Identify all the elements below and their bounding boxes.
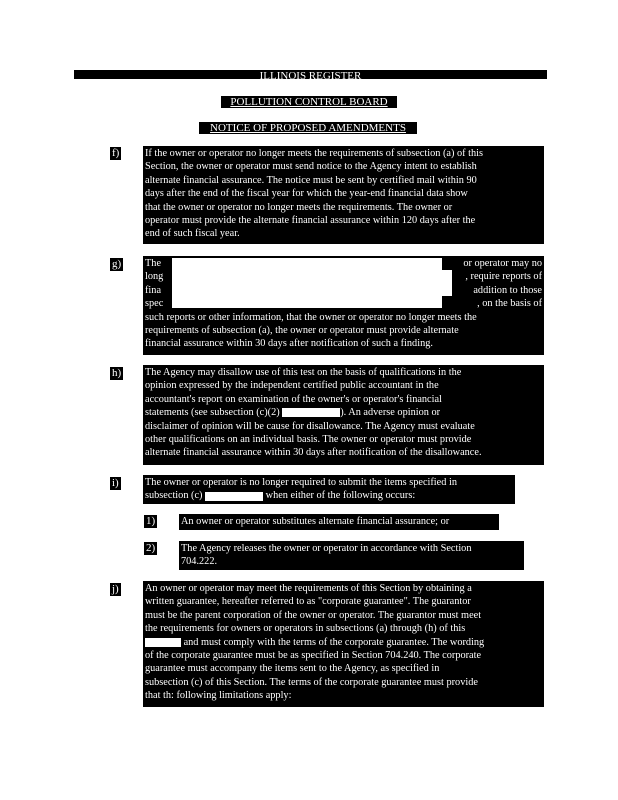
section-label-f: f) (112, 147, 120, 159)
item-i2-line-1: The Agency releases the owner or operator in accordance with Section (181, 543, 472, 554)
section-h-line-7: alternate financial assurance within 30 days after notification of the disallowance. (145, 447, 482, 459)
section-label-j: j) (112, 583, 119, 595)
item-i1-paragraph (179, 514, 499, 530)
section-g-line-7: financial assurance within 30 days after notification of such a finding. (145, 338, 433, 350)
section-h-line-3: accountant's report on examination of the owner's or operator's financial (145, 393, 442, 405)
section-f-line-7: end of such fiscal year. (145, 228, 240, 240)
section-label-h: h) (112, 367, 122, 379)
section-i-paragraph (143, 475, 515, 504)
section-h-line-1: The Agency may disallow use of this test on the basis of qualifications in the (145, 367, 462, 378)
section-h-line-6: other qualifications on an individual basis. The owner or operator must provide (145, 434, 472, 446)
section-g-line-5: such reports or other information, that the owner or operator no longer meets the (145, 311, 477, 323)
section-f-line-4: days after the end of the fiscal year for which the year-end financial data show (145, 188, 468, 200)
section-j-line-2: written guarantee, hereafter referred to as "corporate guarantee". The guarantor (145, 596, 471, 608)
item-i1-line-1: An owner or operator substitutes alternate financial assurance; or (181, 516, 450, 527)
redaction-patch-g (172, 258, 442, 308)
section-j-paragraph (143, 581, 544, 707)
section-j-line-8: subsection (c) of this Section. The terms of the corporate guarantee must provide (145, 676, 478, 688)
section-j-line-5: and must comply with the terms of the corporate guarantee. The wording (145, 636, 542, 649)
item-label-i2: 2) (146, 542, 156, 554)
section-j-line-9: that th: following limitations apply: (145, 690, 292, 702)
section-f-line-1: If the owner or operator no longer meets the requirements of subsection (a) of this (145, 148, 483, 159)
section-j-line-7: guarantee must accompany the items sent to the Agency, as specified in (145, 663, 440, 675)
section-f-line-5: that the owner or operator no longer meets the requirements. The owner or (145, 201, 453, 213)
section-g-line-3: fina addition to those (145, 284, 542, 296)
section-h-line-4: statements (see subsection (c)(2) ). An adverse opinion or (145, 407, 441, 419)
item-i2-line-2: 704.222. (181, 556, 218, 568)
item-i2-paragraph (179, 541, 524, 570)
section-j-line-1: An owner or operator may meet the requirements of this Section by obtaining a (145, 583, 472, 594)
register-title: ILLINOIS REGISTER (259, 70, 362, 82)
section-i-line-2: subsection (c) when either of the following occurs: (145, 490, 416, 502)
section-h-paragraph (143, 365, 544, 465)
item-label-i1: 1) (146, 515, 156, 527)
board-title: POLLUTION CONTROL BOARD (221, 96, 397, 108)
section-f-line-6: operator must provide the alternate financial assurance within 120 days after the (145, 215, 476, 227)
section-f-line-3: alternate financial assurance. The notice must be sent by certified mail within 90 (145, 174, 477, 186)
section-g-line-6: requirements of subsection (a), the owner or operator must provide alternate (145, 325, 459, 337)
section-g-line-2: long , require reports of (145, 271, 542, 283)
section-label-g: g) (112, 258, 122, 270)
section-g-line-4: spec , on the basis of (145, 298, 542, 310)
section-g-line-1: The or operator may no (145, 258, 542, 269)
section-f-paragraph (143, 146, 544, 244)
section-h-line-2: opinion expressed by the independent certified public accountant in the (145, 380, 439, 392)
notice-title: NOTICE OF PROPOSED AMENDMENTS (199, 122, 417, 134)
section-j-line-4: the requirements for owners or operators in subsections (a) through (h) of this (145, 623, 466, 635)
section-h-line-5: disclaimer of opinion will be cause for disallowance. The Agency must evaluate (145, 420, 475, 432)
section-j-line-6: of the corporate guarantee must be as specified in Section 704.240. The corporate (145, 650, 482, 662)
section-f-line-2: Section, the owner or operator must send notice to the Agency intent to establish (145, 161, 477, 173)
section-label-i: i) (112, 477, 119, 489)
redaction-patch-g2 (442, 270, 452, 296)
section-i-line-1: The owner or operator is no longer required to submit the items specified in (145, 477, 457, 488)
section-j-line-3: must be the parent corporation of the owner or operator. The guarantor must meet (145, 609, 482, 621)
